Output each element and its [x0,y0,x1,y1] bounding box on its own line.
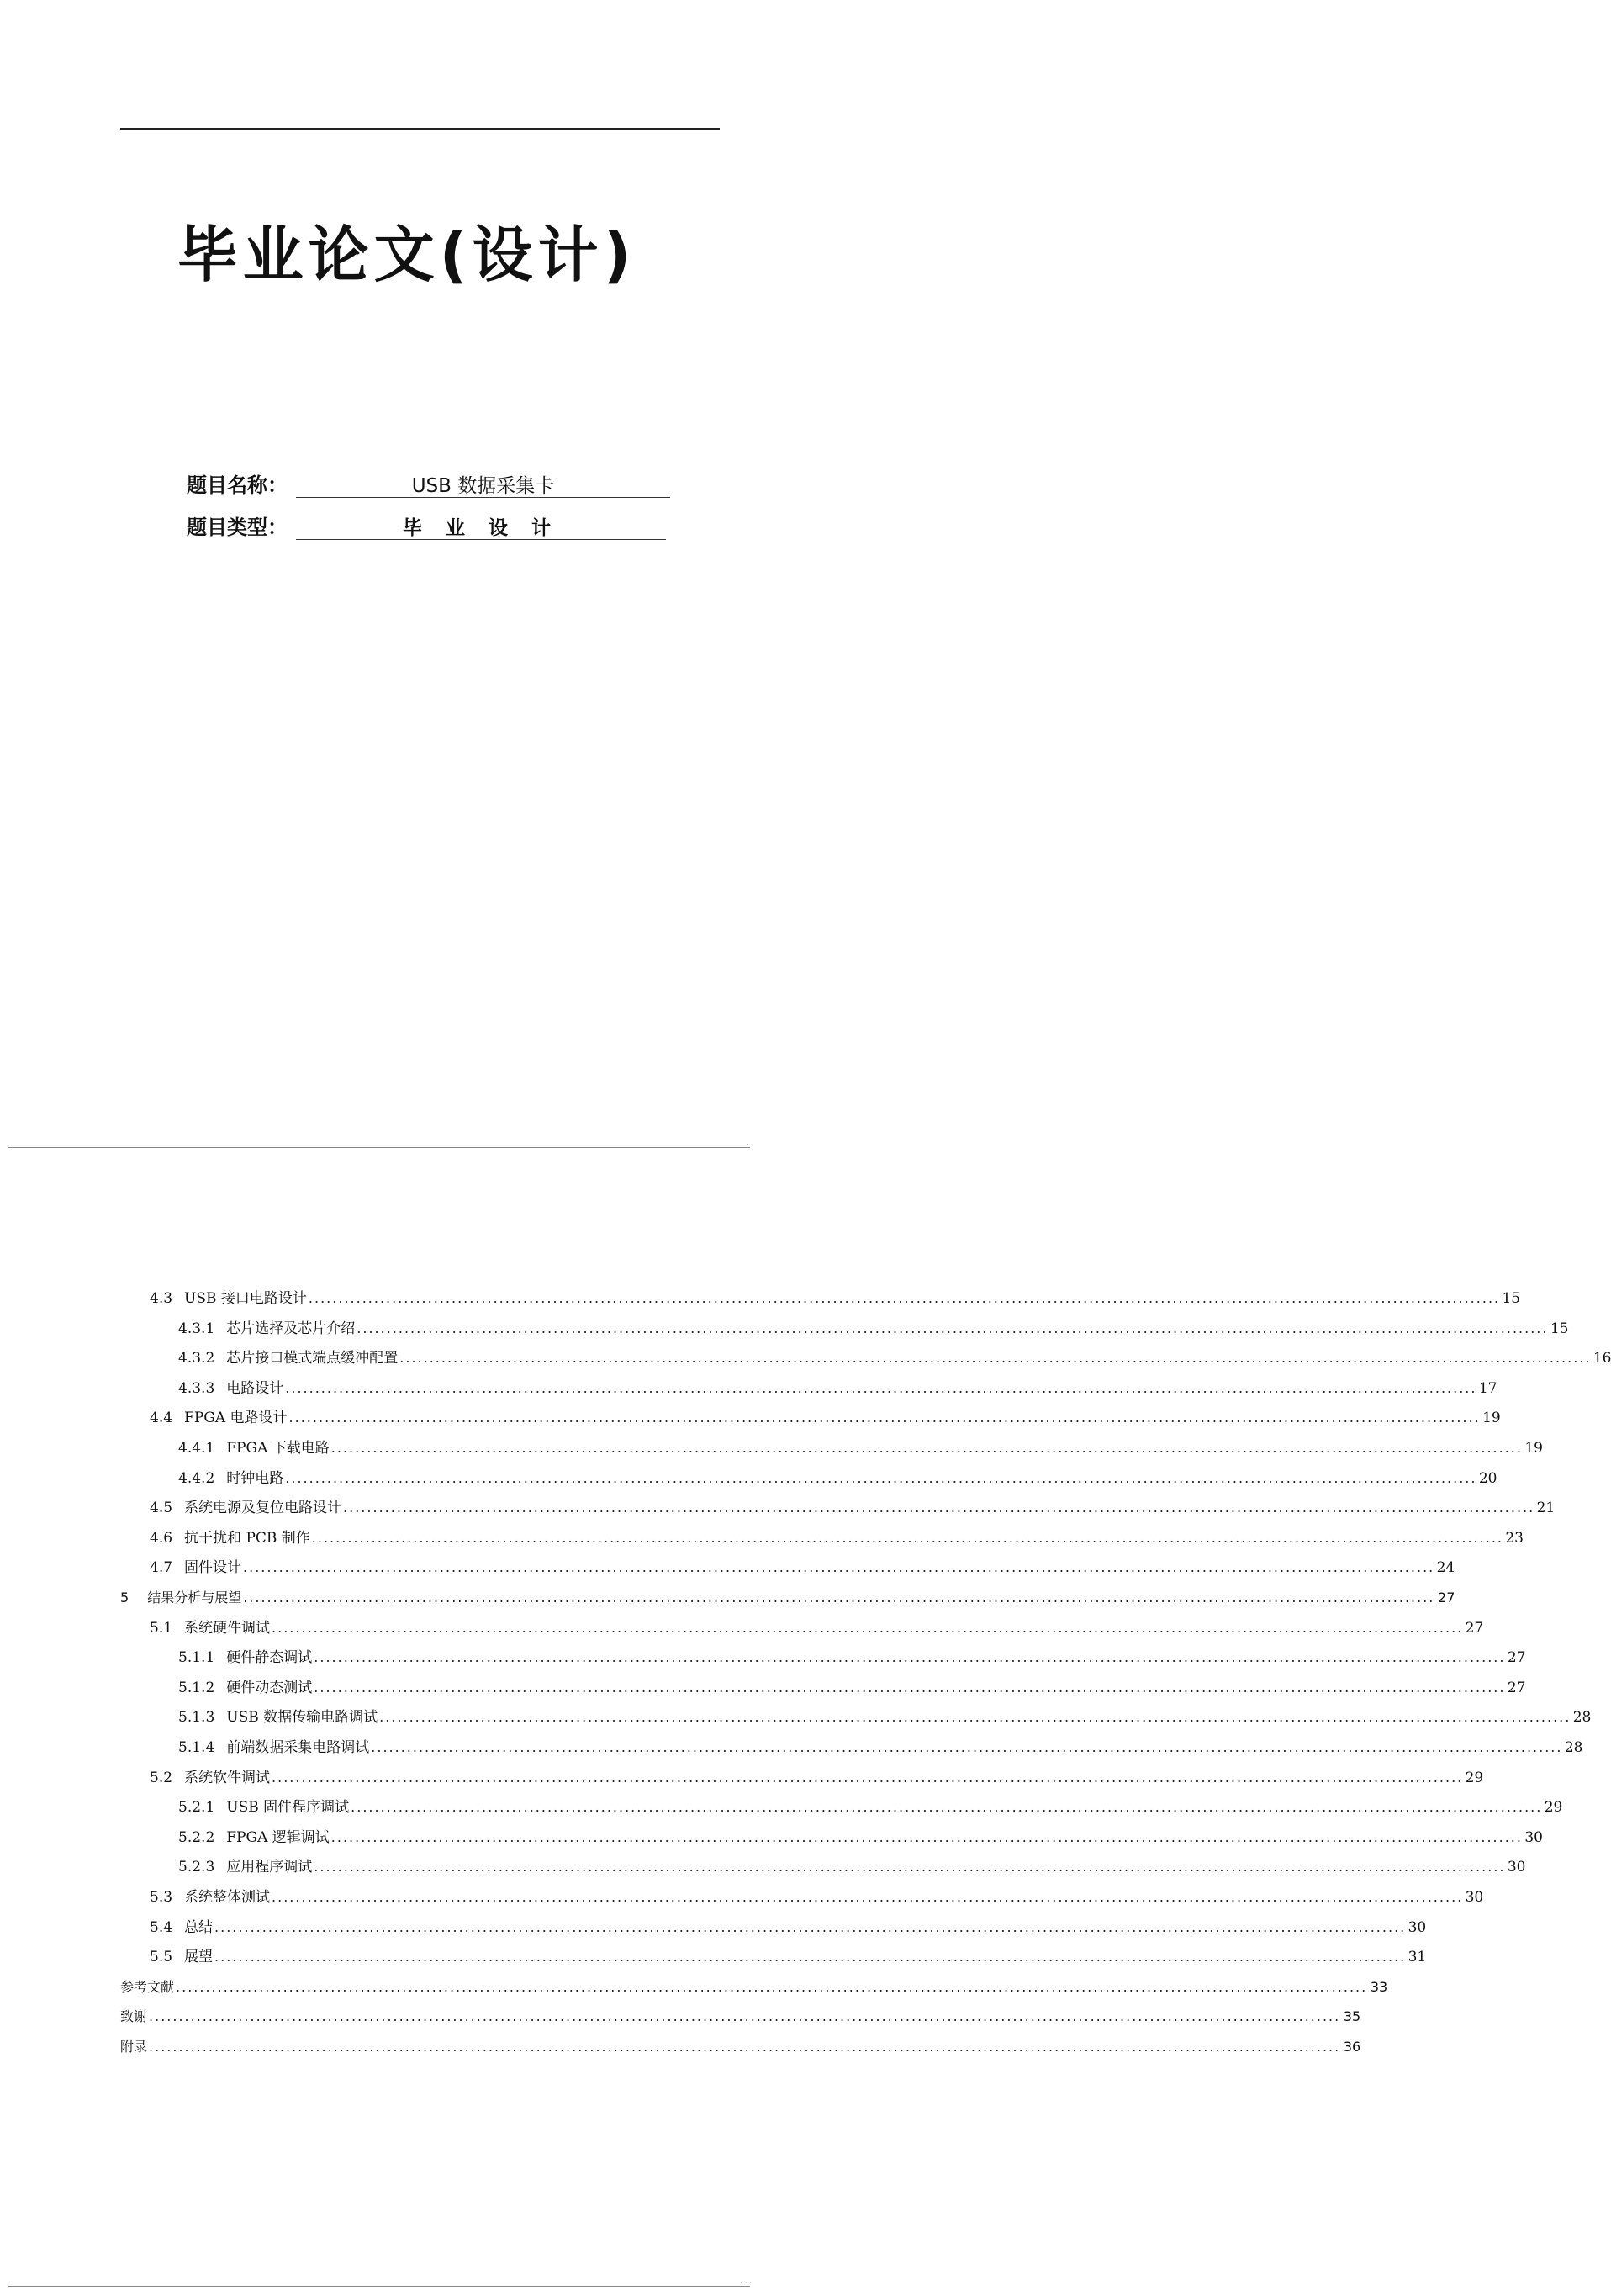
toc-entry-number: 5.2.1 [178,1799,215,1817]
toc-entry[interactable] [178,1318,1569,1340]
topic-name-value: USB 数据采集卡 [411,475,555,497]
toc-entry-title: 致谢 [120,2008,148,2025]
toc-leader-dots: ........................................................................................................................................................................................................ [288,1410,1481,1426]
toc-entry-number: 5.1.2 [178,1679,215,1696]
toc-leader-dots: ........................................................................................................................................................................................................ [272,1889,1464,1905]
toc-entry[interactable] [178,1856,1526,1878]
thesis-title: 毕业论文(设计) [177,220,636,290]
toc-entry-title: 芯片选择及芯片介绍 [226,1320,356,1337]
toc-entry-number: 4.3.3 [178,1379,215,1397]
toc-leader-dots: ........................................................................................................................................................................................................ [351,1799,1543,1816]
toc-entry-title: USB 固件程序调试 [226,1799,350,1817]
toc-entry[interactable] [150,1617,1484,1639]
toc-leader-dots: ........................................................................................................................................................................................................ [314,1649,1506,1666]
toc-entry-page: 30 [1507,1859,1526,1876]
toc-entry-page: 30 [1524,1828,1543,1846]
topic-name-label: 题目名称： [187,473,288,497]
toc-entry-page: 16 [1593,1350,1611,1368]
toc-leader-dots: ........................................................................................................................................................................................................ [399,1350,1592,1367]
toc-entry[interactable] [178,1347,1611,1369]
toc-entry-number: 4.5 [150,1500,173,1517]
cover-page [0,0,813,1148]
toc-entry-title: USB 接口电路设计 [184,1290,307,1307]
toc-entry[interactable] [178,1796,1563,1818]
topic-type-label: 题目类型： [187,516,288,539]
toc-entry-page: 30 [1465,1889,1484,1906]
toc-leader-dots: ........................................................................................................................................................................................................ [285,1469,1477,1486]
toc-leader-dots: ........................................................................................................................................................................................................ [330,1440,1523,1456]
toc-entry-number: 4.6 [150,1529,173,1547]
toc-leader-dots: ........................................................................................................................................................................................................ [314,1859,1506,1875]
toc-entry-page: 28 [1572,1709,1592,1727]
toc-entry-number: 4.4.1 [178,1440,215,1457]
toc-entry-page: 23 [1505,1529,1524,1547]
toc-entry-page: 33 [1370,1978,1388,1995]
toc-entry-page: 29 [1544,1799,1563,1817]
toc-entry-title: 抗干扰和 PCB 制作 [184,1529,310,1547]
toc-entry[interactable] [120,1587,1455,1609]
toc-entry[interactable] [150,1946,1427,1968]
toc-entry-number: 5.1.3 [178,1709,215,1727]
toc-entry-page: 24 [1436,1559,1455,1577]
toc-entry-title: USB 数据传输电路调试 [226,1709,378,1727]
toc-entry-page: 36 [1343,2039,1361,2055]
toc-leader-dots: ........................................................................................................................................................................................................ [149,2008,1341,2025]
toc-entry-title: FPGA 电路设计 [184,1410,288,1427]
toc-entry-page: 27 [1507,1649,1526,1667]
toc-entry[interactable] [178,1647,1526,1669]
toc-entry-title: 芯片接口模式端点缓冲配置 [226,1350,399,1368]
toc-entry-page: 15 [1550,1320,1569,1337]
toc-entry-title: 系统电源及复位电路设计 [184,1500,342,1517]
toc-entry-page: 17 [1478,1379,1497,1397]
toc-leader-dots: ........................................................................................................................................................................................................ [214,1949,1407,1965]
toc-entry-number: 5.2.3 [178,1859,215,1876]
toc-entry-page: 27 [1507,1679,1526,1696]
toc-leader-dots: ........................................................................................................................................................................................................ [272,1769,1464,1785]
toc-entry-number: 4.3.1 [178,1320,215,1337]
toc-leader-dots: ........................................................................................................................................................................................................ [243,1590,1435,1606]
toc-entry[interactable] [120,2036,1361,2058]
toc-leader-dots: ........................................................................................................................................................................................................ [343,1500,1535,1516]
toc-entry-number: 4.4 [150,1410,173,1427]
toc-entry[interactable] [150,1767,1484,1789]
toc-entry-number: 4.4.2 [178,1469,215,1487]
toc-entry-title: 附录 [120,2039,148,2055]
toc-entry[interactable] [150,1497,1556,1519]
toc-entry-page: 21 [1536,1500,1556,1517]
toc-entry[interactable] [150,1917,1427,1939]
toc-entry-title: 应用程序调试 [226,1859,313,1876]
toc-entry-number: 5.1.1 [178,1649,215,1667]
toc-entry-page: 27 [1438,1590,1455,1606]
toc-entry-number: 4.3.2 [178,1350,215,1368]
toc-entry[interactable] [150,1886,1484,1908]
toc-entry-page: 29 [1465,1769,1484,1786]
toc-leader-dots: ........................................................................................................................................................................................................ [308,1290,1501,1306]
toc-entry[interactable] [150,1527,1524,1549]
toc-entry[interactable] [178,1468,1497,1489]
toc-entry-number: 5.2 [150,1769,173,1786]
toc-entry-title: 参考文献 [120,1978,175,1995]
toc-entry-title: 系统软件调试 [184,1769,271,1786]
toc-entry-number: 4.7 [150,1559,173,1577]
toc-entry-title: FPGA 逻辑调试 [226,1828,330,1846]
toc-leader-dots: ........................................................................................................................................................................................................ [243,1559,1435,1576]
toc-leader-dots: ........................................................................................................................................................................................................ [311,1529,1503,1546]
toc-entry-title: FPGA 下载电路 [226,1440,330,1457]
toc-entry[interactable] [120,2006,1361,2028]
separator-mark: · · [747,1141,754,1150]
toc-entry-title: 系统硬件调试 [184,1619,271,1637]
toc-entry[interactable] [120,1976,1388,1998]
toc-entry-page: 19 [1482,1410,1501,1427]
toc-leader-dots: ........................................................................................................................................................................................................ [314,1679,1506,1696]
toc-entry-title: 硬件静态调试 [226,1649,313,1667]
header-rule [120,128,720,130]
toc-entry-page: 35 [1343,2008,1361,2025]
toc-entry-title: 电路设计 [226,1379,284,1397]
toc-entry-number: 5 [120,1590,129,1606]
toc-leader-dots: ........................................................................................................................................................................................................ [149,2039,1341,2055]
toc-entry-number: 5.4 [150,1918,173,1936]
toc-leader-dots: ........................................................................................................................................................................................................ [285,1379,1477,1396]
toc-entry-title: 固件设计 [184,1559,242,1577]
toc-entry-page: 31 [1408,1949,1427,1966]
toc-entry-number: 5.1.4 [178,1739,215,1756]
page-separator-bottom [8,2286,750,2287]
toc-entry-page: 28 [1564,1739,1583,1756]
toc-leader-dots: ........................................................................................................................................................................................................ [330,1828,1523,1845]
separator-mark-bottom: · · · [740,2279,753,2288]
toc-entry-number: 5.2.2 [178,1828,215,1846]
toc-entry-title: 系统整体测试 [184,1889,271,1906]
toc-entry-number: 5.5 [150,1949,173,1966]
toc-entry[interactable] [178,1378,1497,1399]
toc-leader-dots: ........................................................................................................................................................................................................ [379,1709,1571,1726]
toc-leader-dots: ........................................................................................................................................................................................................ [357,1320,1549,1336]
toc-entry-page: 19 [1524,1440,1543,1457]
toc-entry-number: 5.3 [150,1889,173,1906]
toc-entry-number: 4.3 [150,1290,173,1307]
toc-entry-page: 15 [1502,1290,1521,1307]
toc-entry[interactable] [178,1737,1583,1759]
toc-leader-dots: ........................................................................................................................................................................................................ [214,1918,1407,1935]
page-separator [8,1147,750,1148]
toc-entry-number: 5.1 [150,1619,173,1637]
toc-entry[interactable] [178,1706,1592,1728]
toc-leader-dots: ........................................................................................................................................................................................................ [371,1739,1563,1755]
toc-entry[interactable] [178,1677,1526,1699]
toc-entry[interactable] [150,1557,1455,1579]
toc-entry-title: 前端数据采集电路调试 [226,1739,370,1756]
toc-entry-title: 展望 [184,1949,214,1966]
toc-entry-title: 硬件动态测试 [226,1679,313,1696]
toc-entry-title: 结果分析与展望 [147,1590,242,1606]
toc-entry[interactable] [150,1288,1521,1309]
toc-entry-page: 27 [1465,1619,1484,1637]
toc-entry[interactable] [150,1407,1501,1429]
toc-entry[interactable] [178,1827,1543,1849]
toc-entry-title: 时钟电路 [226,1469,284,1487]
toc-entry-page: 20 [1478,1469,1497,1487]
toc-entry-title: 总结 [184,1918,214,1936]
toc-entry-page: 30 [1408,1918,1427,1936]
toc-entry[interactable] [178,1437,1543,1459]
toc-leader-dots: ........................................................................................................................................................................................................ [176,1978,1368,1995]
topic-type-value: 毕 业 设 计 [402,517,560,539]
toc-leader-dots: ........................................................................................................................................................................................................ [272,1619,1464,1636]
